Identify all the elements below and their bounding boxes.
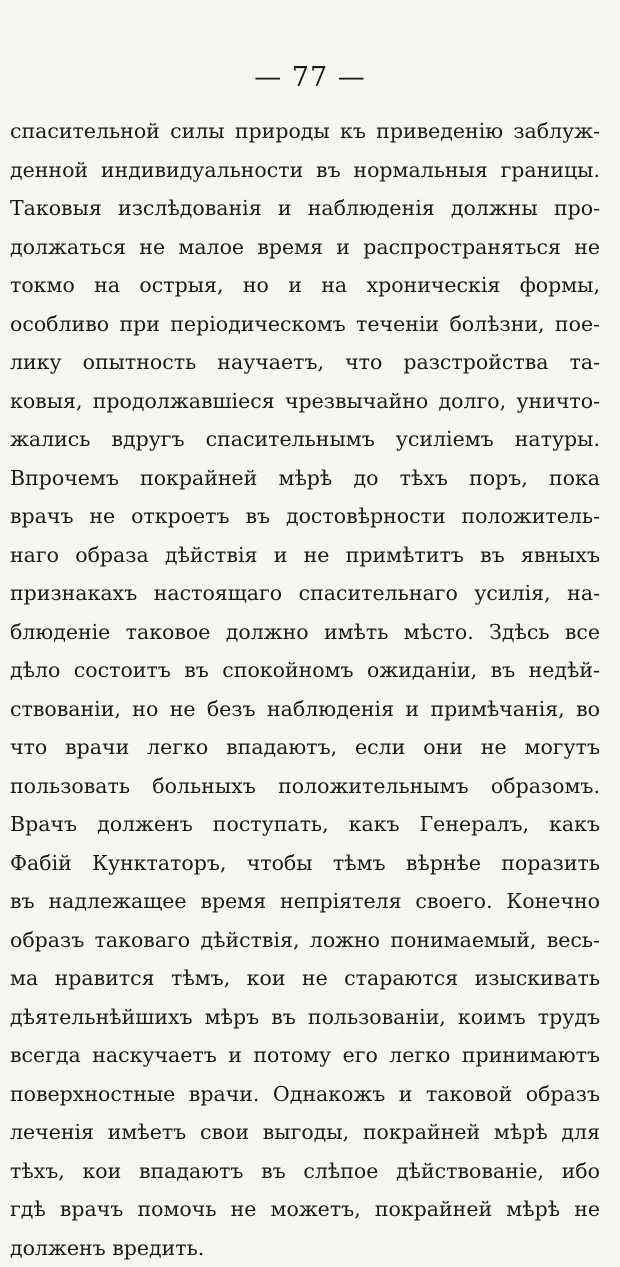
text-line: Врачъ долженъ поступать, какъ Генералъ, какъ xyxy=(10,805,600,844)
text-line: Таковыя изслѣдованія и наблюденія должны про- xyxy=(10,189,600,228)
text-line: всегда наскучаетъ и потому его легко принимаютъ xyxy=(10,1036,600,1075)
text-line: дѣло состоитъ въ спокойномъ ожиданіи, въ недѣй- xyxy=(10,651,600,690)
text-line: пользовать больныхъ положительнымъ образомъ. xyxy=(10,767,600,806)
text-line: ковыя, продолжавшіеся чрезвычайно долго, уничто- xyxy=(10,382,600,421)
page-number: — 77 — xyxy=(0,62,620,93)
text-line: леченія имѣетъ свои выгоды, покрайней мѣрѣ для xyxy=(10,1113,600,1152)
text-line: Фабій Кунктаторъ, чтобы тѣмъ вѣрнѣе поразить xyxy=(10,844,600,883)
text-line: образъ таковаго дѣйствія, ложно понимаемый, весь- xyxy=(10,921,600,960)
text-line: блюденіе таковое должно имѣть мѣсто. Здѣсь все xyxy=(10,613,600,652)
text-line: поверхностные врачи. Однакожъ и таковой образъ xyxy=(10,1075,600,1114)
text-line-last: долженъ вредить. xyxy=(10,1229,600,1267)
text-line: жались вдругъ спасительнымъ усиліемъ натуры. xyxy=(10,420,600,459)
text-line: гдѣ врачъ помочь не можетъ, покрайней мѣрѣ не xyxy=(10,1190,600,1229)
text-line: ствованіи, но не безъ наблюденія и примѣчанія, во xyxy=(10,690,600,729)
text-line: наго образа дѣйствія и не примѣтитъ въ явныхъ xyxy=(10,536,600,575)
text-line: признакахъ настоящаго спасительнаго усилія, на- xyxy=(10,574,600,613)
text-line: денной индивидуальности въ нормальныя границы. xyxy=(10,151,600,190)
body-text xyxy=(10,112,600,1267)
text-line: особливо при періодическомъ теченіи болѣзни, пое- xyxy=(10,305,600,344)
text-line: что врачи легко впадаютъ, если они не могутъ xyxy=(10,728,600,767)
text-line: въ надлежащее время непріятеля своего. Конечно xyxy=(10,882,600,921)
text-line: спасительной силы природы къ приведенію заблуж- xyxy=(10,112,600,151)
text-line: Впрочемъ покрайней мѣрѣ до тѣхъ поръ, пока xyxy=(10,459,600,498)
text-line: врачъ не откроетъ въ достовѣрности положитель- xyxy=(10,497,600,536)
text-line: дѣятельнѣйшихъ мѣръ въ пользованіи, коимъ трудъ xyxy=(10,998,600,1037)
text-line: токмо на острыя, но и на хроническія формы, xyxy=(10,266,600,305)
text-line: лику опытность научаетъ, что разстройства та- xyxy=(10,343,600,382)
text-line: должаться не малое время и распространяться не xyxy=(10,228,600,267)
text-line: ма нравится тѣмъ, кои не стараются изыскивать xyxy=(10,959,600,998)
text-line: тѣхъ, кои впадаютъ въ слѣпое дѣйствованіе, ибо xyxy=(10,1152,600,1191)
